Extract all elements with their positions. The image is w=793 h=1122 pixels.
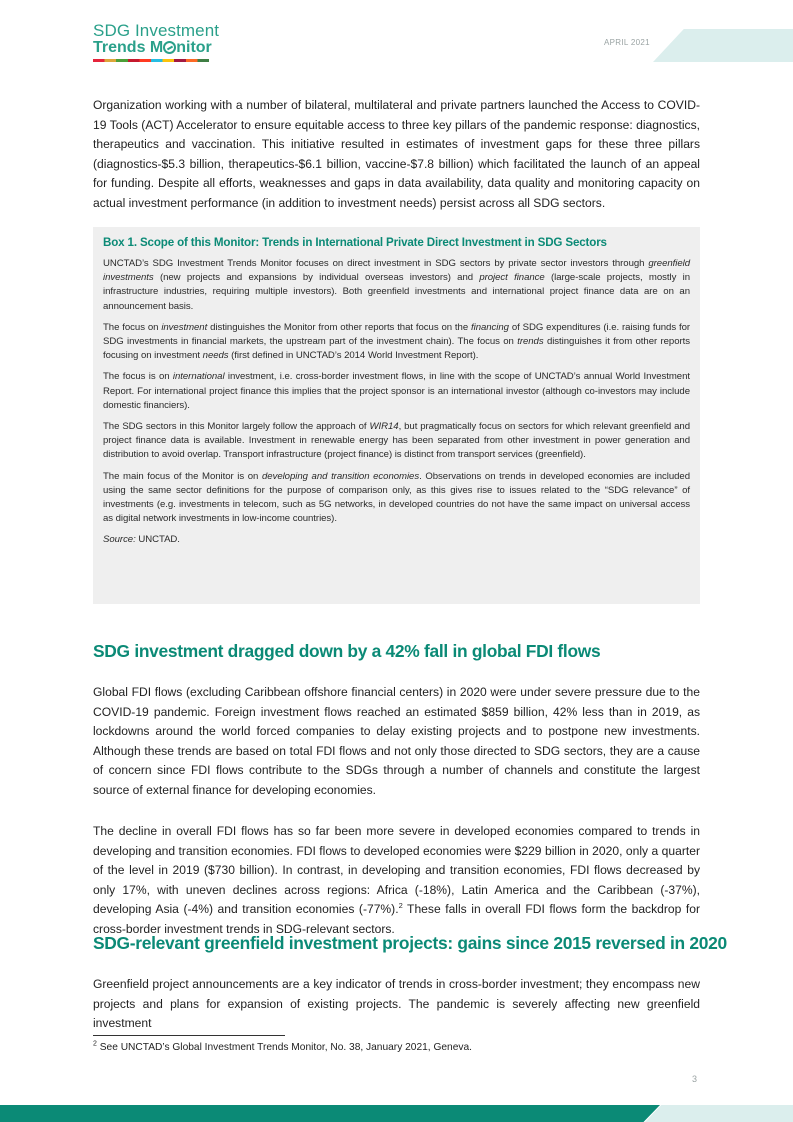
footnote [93, 1042, 472, 1053]
text-run: . Observations on trends in developed economies are included using the same sector definitions for the purpose of comparison only, as this gives rise to issues related to the “SDG relevance” of investments (e.g. investments in telecom, such as 5G networks, in developed countries do not have the same impact on universal access as digital network investments in low-income countries). [103, 470, 690, 525]
text-run: The focus on [103, 321, 162, 333]
text-run: The focus is on [103, 371, 173, 383]
monitor-gauge-icon [163, 41, 176, 54]
text-run-italic: developing and transition economies [262, 470, 420, 482]
text-run-italic: financing [471, 321, 509, 333]
logo-line-2 [93, 39, 219, 57]
logo-line-2-start: Trends M [93, 39, 164, 56]
text-run: investment, i.e. cross-border investment flows, in line with the scope of UNCTAD’s annual World Investment Report. For international project finance this implies that the project sponsor is an international investor (although co-investors may include domestic financiers). [103, 371, 690, 411]
text-run: , but pragmatically focus on sectors for which relevant greenfield and project finance data is available. Investment in renewable energy has been separated from other investment in power generation and distribution to avoid overlap. Transport infrastructure (project finance) is distinct from transport services (greenfield). [103, 421, 690, 461]
logo-line-2-end: nitor [176, 39, 212, 56]
text-run-italic: investment [161, 321, 208, 333]
text-run-italic: international [172, 371, 225, 383]
text-run: These falls in overall FDI flows form the backdrop for cross-border investment trends in SDG-relevant sectors. [93, 902, 700, 936]
text-run: The main focus of the Monitor is on [103, 470, 262, 482]
footnote-marker: 2 [398, 901, 403, 911]
section-heading-greenfield: SDG-relevant greenfield investment projects: gains since 2015 reversed in 2020 [93, 933, 727, 953]
text-run-italic: greenfield investments [103, 258, 690, 284]
text-run-italic: WIR14 [369, 421, 399, 433]
page-number: 3 [692, 1074, 698, 1084]
text-run: of SDG expenditures (i.e. raising funds for SDG investments in financial markets, the upstream part of the investment chain). The focus on [103, 321, 690, 348]
section-heading-fdi-fall: SDG investment dragged down by a 42% fall in global FDI flows [93, 641, 601, 661]
text-run: (first defined in UNCTAD’s 2014 World Investment Report). [228, 350, 479, 362]
issue-date: APRIL 2021 [604, 38, 650, 47]
box-paragraph-5 [103, 470, 690, 527]
logo-line-1: SDG Investment [93, 21, 220, 40]
text-run: The decline in overall FDI flows has so far been more severe in developed economies compared to trends in developing and transition economies. FDI flows to developed economies were $229 billion in 2020, only a quarter of the level in 2019 ($730 billion). In contrast, in developing and transition economies, FDI flows decreased by only 17%, with uneven declines across regions: Africa (-18%), Latin America and the Caribbean (-37%), developing Asia (-4%) and transition economies (-77%). [93, 824, 700, 917]
text-run: distinguishes it from other reports focusing on investment [103, 336, 691, 362]
header-decor-shape [653, 29, 793, 62]
text-run-italic: needs [202, 350, 229, 362]
intro-paragraph: Organization working with a number of bilateral, multilateral and private partners launched the Access to COVID-19 Tools (ACT) Accelerator to ensure equitable access to three key pillars of the pandemic response: diagnostics, therapeutics and vaccination. This initiative resulted in estimates of investment gaps for these three pillars (diagnostics-$5.3 billion, therapeutics-$6.1 billion, vaccine-$7.8 billion) which facilitated the launch of an appeal for funding. Despite all efforts, weaknesses and gaps in data availability, data quality and monitoring capacity on actual investment performance (in addition to investment needs) persist across all SDG sectors. [93, 98, 700, 210]
footnote-text: See UNCTAD’s Global Investment Trends Monitor, No. 38, January 2021, Geneva. [96, 1042, 472, 1053]
sdg-color-stripe [93, 59, 209, 62]
source-value: UNCTAD. [135, 534, 180, 546]
box-title: Box 1. Scope of this Monitor: Trends in International Private Direct Investment in SDG Sectors [103, 236, 607, 249]
sdg-investment-trends-monitor-logo [93, 22, 219, 57]
scope-box [93, 227, 700, 604]
box-paragraph-1 [103, 257, 690, 314]
footer-decor-shape [645, 1105, 793, 1122]
text-run: (large-scale projects, mostly in infrastructure industries, requiring multiple investors). Both greenfield investments and international project finance data are on an announcement basis. [103, 272, 691, 312]
footer-bar [0, 1105, 660, 1122]
section1-paragraph-2 [93, 822, 700, 940]
box-source [103, 533, 690, 547]
section1-paragraph-1: Global FDI flows (excluding Caribbean offshore financial centers) in 2020 were under severe pressure due to the COVID-19 pandemic. Foreign investment flows reached an estimated $859 billion, 42% less than in 2019, as lockdowns around the world forced companies to delay existing projects and to postpone new investments. Although these trends are based on total FDI flows and not only those directed to SDG sectors, they are a cause of concern since FDI flows contribute to the SDGs through a number of channels and constitute the largest source of external finance for developing economies. [93, 685, 700, 797]
text-run-italic: trends [517, 336, 544, 348]
text-run: distinguishes the Monitor from other reports that focus on the [207, 321, 471, 333]
text-run-italic: project finance [479, 272, 545, 284]
box-paragraph-3 [103, 370, 690, 413]
section2-paragraph-1: Greenfield project announcements are a key indicator of trends in cross-border investment; they encompass new projects and plans for expansion of existing projects. The pandemic is severely affecting new greenfield investment [93, 977, 700, 1031]
footnote-number: 2 [93, 1040, 97, 1048]
text-run: UNCTAD’s SDG Investment Trends Monitor focuses on direct investment in SDG sectors by private sector investors through [103, 258, 649, 269]
text-run: (new projects and expansions by individual overseas investors) and [153, 272, 480, 284]
box-paragraph-4 [103, 420, 690, 463]
source-label: Source: [103, 534, 136, 546]
text-run: The SDG sectors in this Monitor largely follow the approach of [103, 421, 370, 433]
box-paragraph-2 [103, 321, 690, 364]
footnote-divider [93, 1035, 285, 1036]
